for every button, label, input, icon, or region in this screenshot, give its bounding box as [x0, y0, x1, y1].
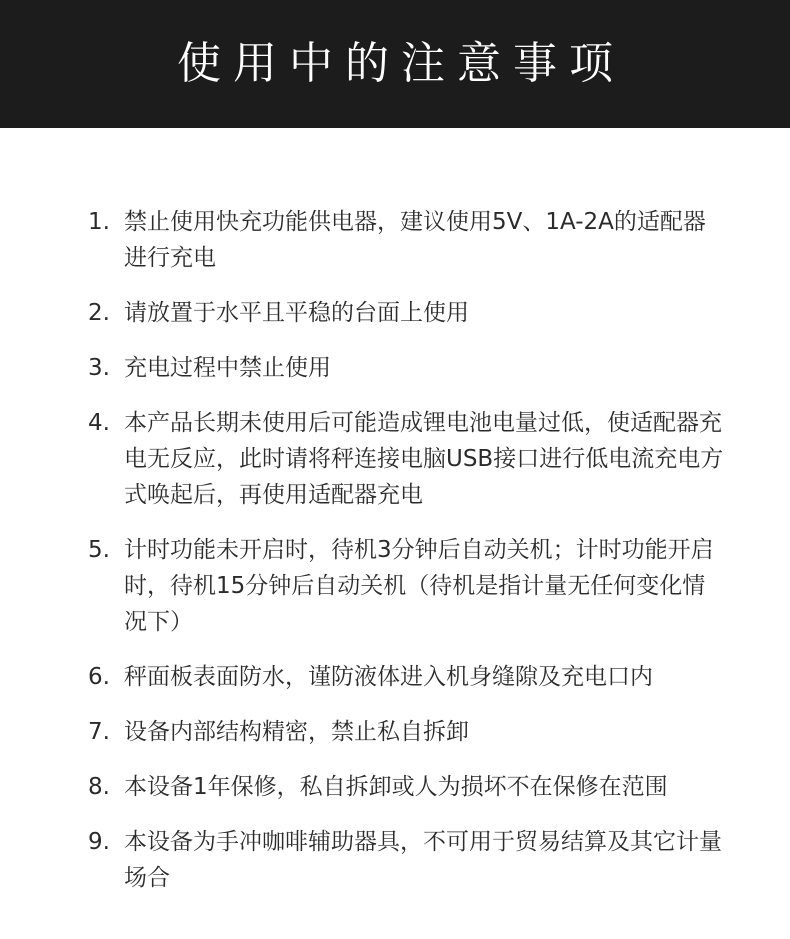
item-text: 设备内部结构精密，禁止私自拆卸 — [124, 719, 469, 745]
list-item — [88, 350, 728, 386]
item-text: 禁止使用快充功能供电器，建议使用5V、1A-2A的适配器进行充电 — [124, 209, 706, 271]
item-number: 1. — [88, 209, 110, 235]
list-item — [88, 532, 728, 640]
item-number: 5. — [88, 537, 110, 563]
header-bar — [0, 0, 790, 128]
list-item — [88, 204, 728, 276]
item-text: 计时功能未开启时，待机3分钟后自动关机；计时功能开启时，待机15分钟后自动关机（待机是指计量无任何变化情况下） — [124, 537, 714, 635]
item-text: 本产品长期未使用后可能造成锂电池电量过低，使适配器充电无反应，此时请将秤连接电脑USB接口进行低电流充电方式唤起后，再使用适配器充电 — [124, 410, 724, 508]
list-item — [88, 714, 728, 750]
item-number: 8. — [88, 774, 110, 800]
item-text: 充电过程中禁止使用 — [124, 355, 331, 381]
item-text: 本设备1年保修，私自拆卸或人为损坏不在保修在范围 — [124, 774, 668, 800]
item-text: 请放置于水平且平稳的台面上使用 — [124, 300, 469, 326]
notes-list — [88, 204, 728, 915]
list-item — [88, 769, 728, 805]
item-number: 3. — [88, 355, 110, 381]
list-item — [88, 659, 728, 695]
item-number: 7. — [88, 719, 110, 745]
list-item — [88, 405, 728, 513]
item-number: 9. — [88, 829, 110, 855]
item-number: 2. — [88, 300, 110, 326]
list-item — [88, 824, 728, 896]
item-number: 4. — [88, 410, 110, 436]
item-number: 6. — [88, 664, 110, 690]
item-text: 本设备为手冲咖啡辅助器具，不可用于贸易结算及其它计量场合 — [124, 829, 722, 891]
list-item — [88, 295, 728, 331]
item-text: 秤面板表面防水，谨防液体进入机身缝隙及充电口内 — [124, 664, 653, 690]
page-title: 使用中的注意事项 — [177, 38, 625, 89]
